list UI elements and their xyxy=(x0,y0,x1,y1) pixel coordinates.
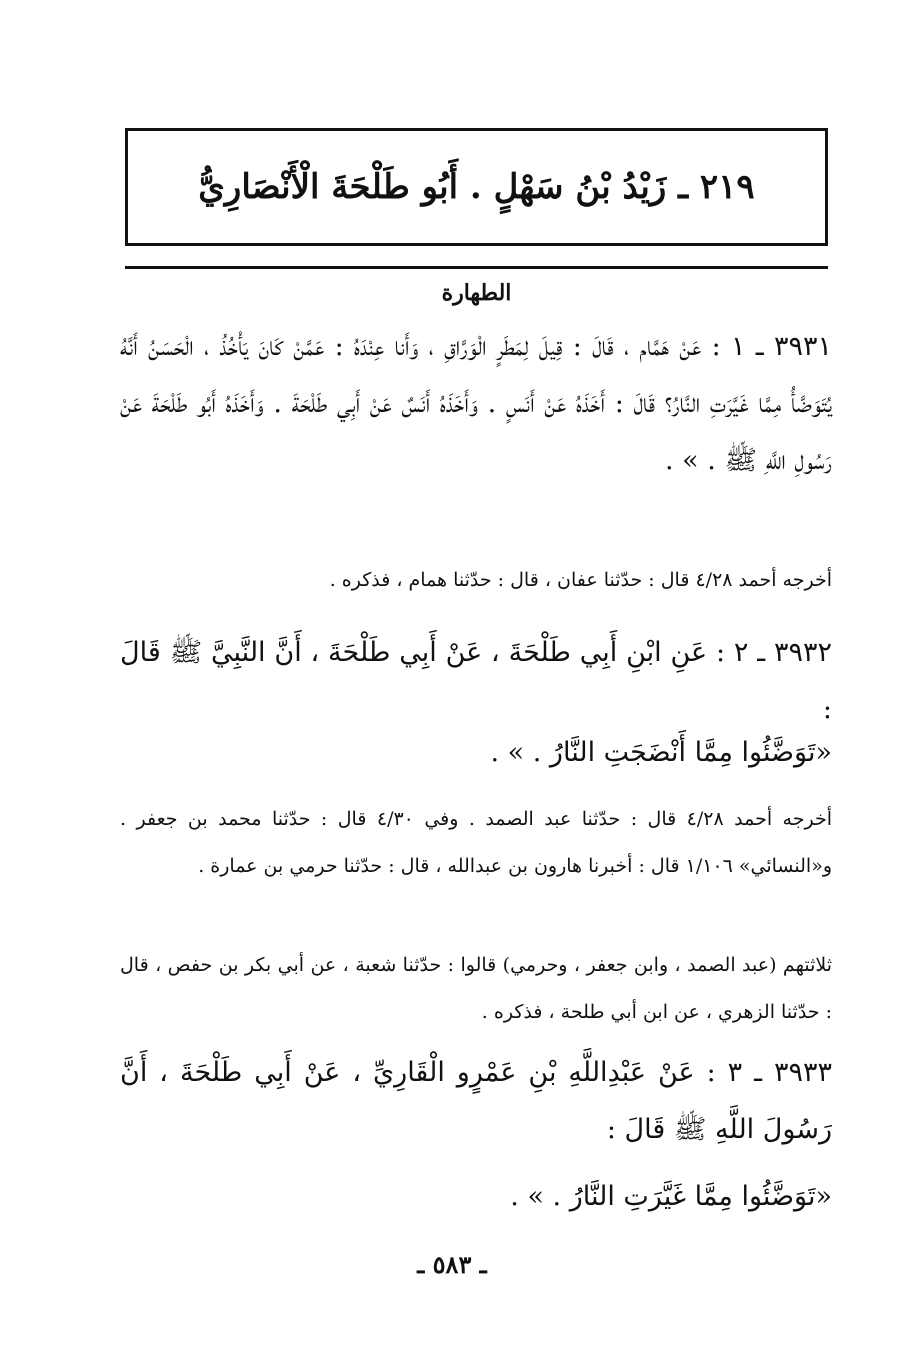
hadith-3932-note-2: ثلاثتهم (عبد الصمد ، وابن جعفر ، وحرمي) قالوا : حدّثنا شعبة ، عن أبي بكر بن حفص ، قال : حدّثنا الزهري ، عن ابن أبي طلحة ، فذكره . xyxy=(120,954,832,1023)
hadith-3932-text: ٣٩٣٢ ـ ٢ : عَنِ ابْنِ أَبِي طَلْحَةَ ، عَنْ أَبِي طَلْحَةَ ، أَنَّ النَّبِيَّ ﷺ قَالَ : xyxy=(120,637,832,725)
hadith-3931-text: ٣٩٣١ ـ ١ : عَنْ هَمَّام ، قَالَ : قِيلَ لِمَطَرٍ الْوَرَّاقِ ، وَأَنا عِنْدَهُ : عَمَّنْ كَانَ يَأْخُذُ ، الْحَسَنُ أَنَّهُ يُتَوَضَّأُ مِمَّا غَيَّرَتِ النَّارُ؟ قَالَ : أَخَذَهُ عَنْ أَنَسٍ . وَأَخَذَهُ أَنَسٌ عَنْ أَبِي طَلْحَةَ . وَأَخَذَهُ أَبُو طَلْحَةَ عَنْ رَسُولِ اللَّهِ ﷺ . » . xyxy=(120,331,832,476)
hadith-3931-note: أخرجه أحمد ٤/٢٨ قال : حدّثنا عفان ، قال : حدّثنا همام ، فذكره . xyxy=(329,569,832,591)
section-heading: الطهارة xyxy=(441,280,512,306)
horizontal-rule xyxy=(125,266,828,269)
chapter-title-box xyxy=(125,128,828,246)
hadith-3933-text: ٣٩٣٣ ـ ٣ : عَنْ عَبْدِاللَّهِ بْنِ عَمْرٍو الْقَارِيِّ ، عَنْ أَبِي طَلْحَةَ ، أَنَّ رَسُولَ اللَّهِ ﷺ قَالَ : xyxy=(120,1057,833,1145)
page-number: ـ ٥٨٣ ـ xyxy=(417,1250,487,1279)
hadith-3933-quote: «تَوَضَّئُوا مِمَّا غَيَّرَتِ النَّارُ . » . xyxy=(510,1181,832,1212)
hadith-3932-note-1: أخرجه أحمد ٤/٢٨ قال : حدّثنا عبد الصمد . وفي ٤/٣٠ قال : حدّثنا محمد بن جعفر . و«النسائي» ١/١٠٦ قال : أخبرنا هارون بن عبدالله ، قال : حدّثنا حرمي بن عمارة . xyxy=(120,808,832,877)
chapter-title: ٢١٩ ـ زَيْدُ بْنُ سَهْلٍ . أَبُو طَلْحَةَ الْأَنْصَارِيُّ xyxy=(198,167,755,207)
hadith-3932-quote: «تَوَضَّئُوا مِمَّا أَنْضَجَتِ النَّارُ . » . xyxy=(490,737,832,768)
